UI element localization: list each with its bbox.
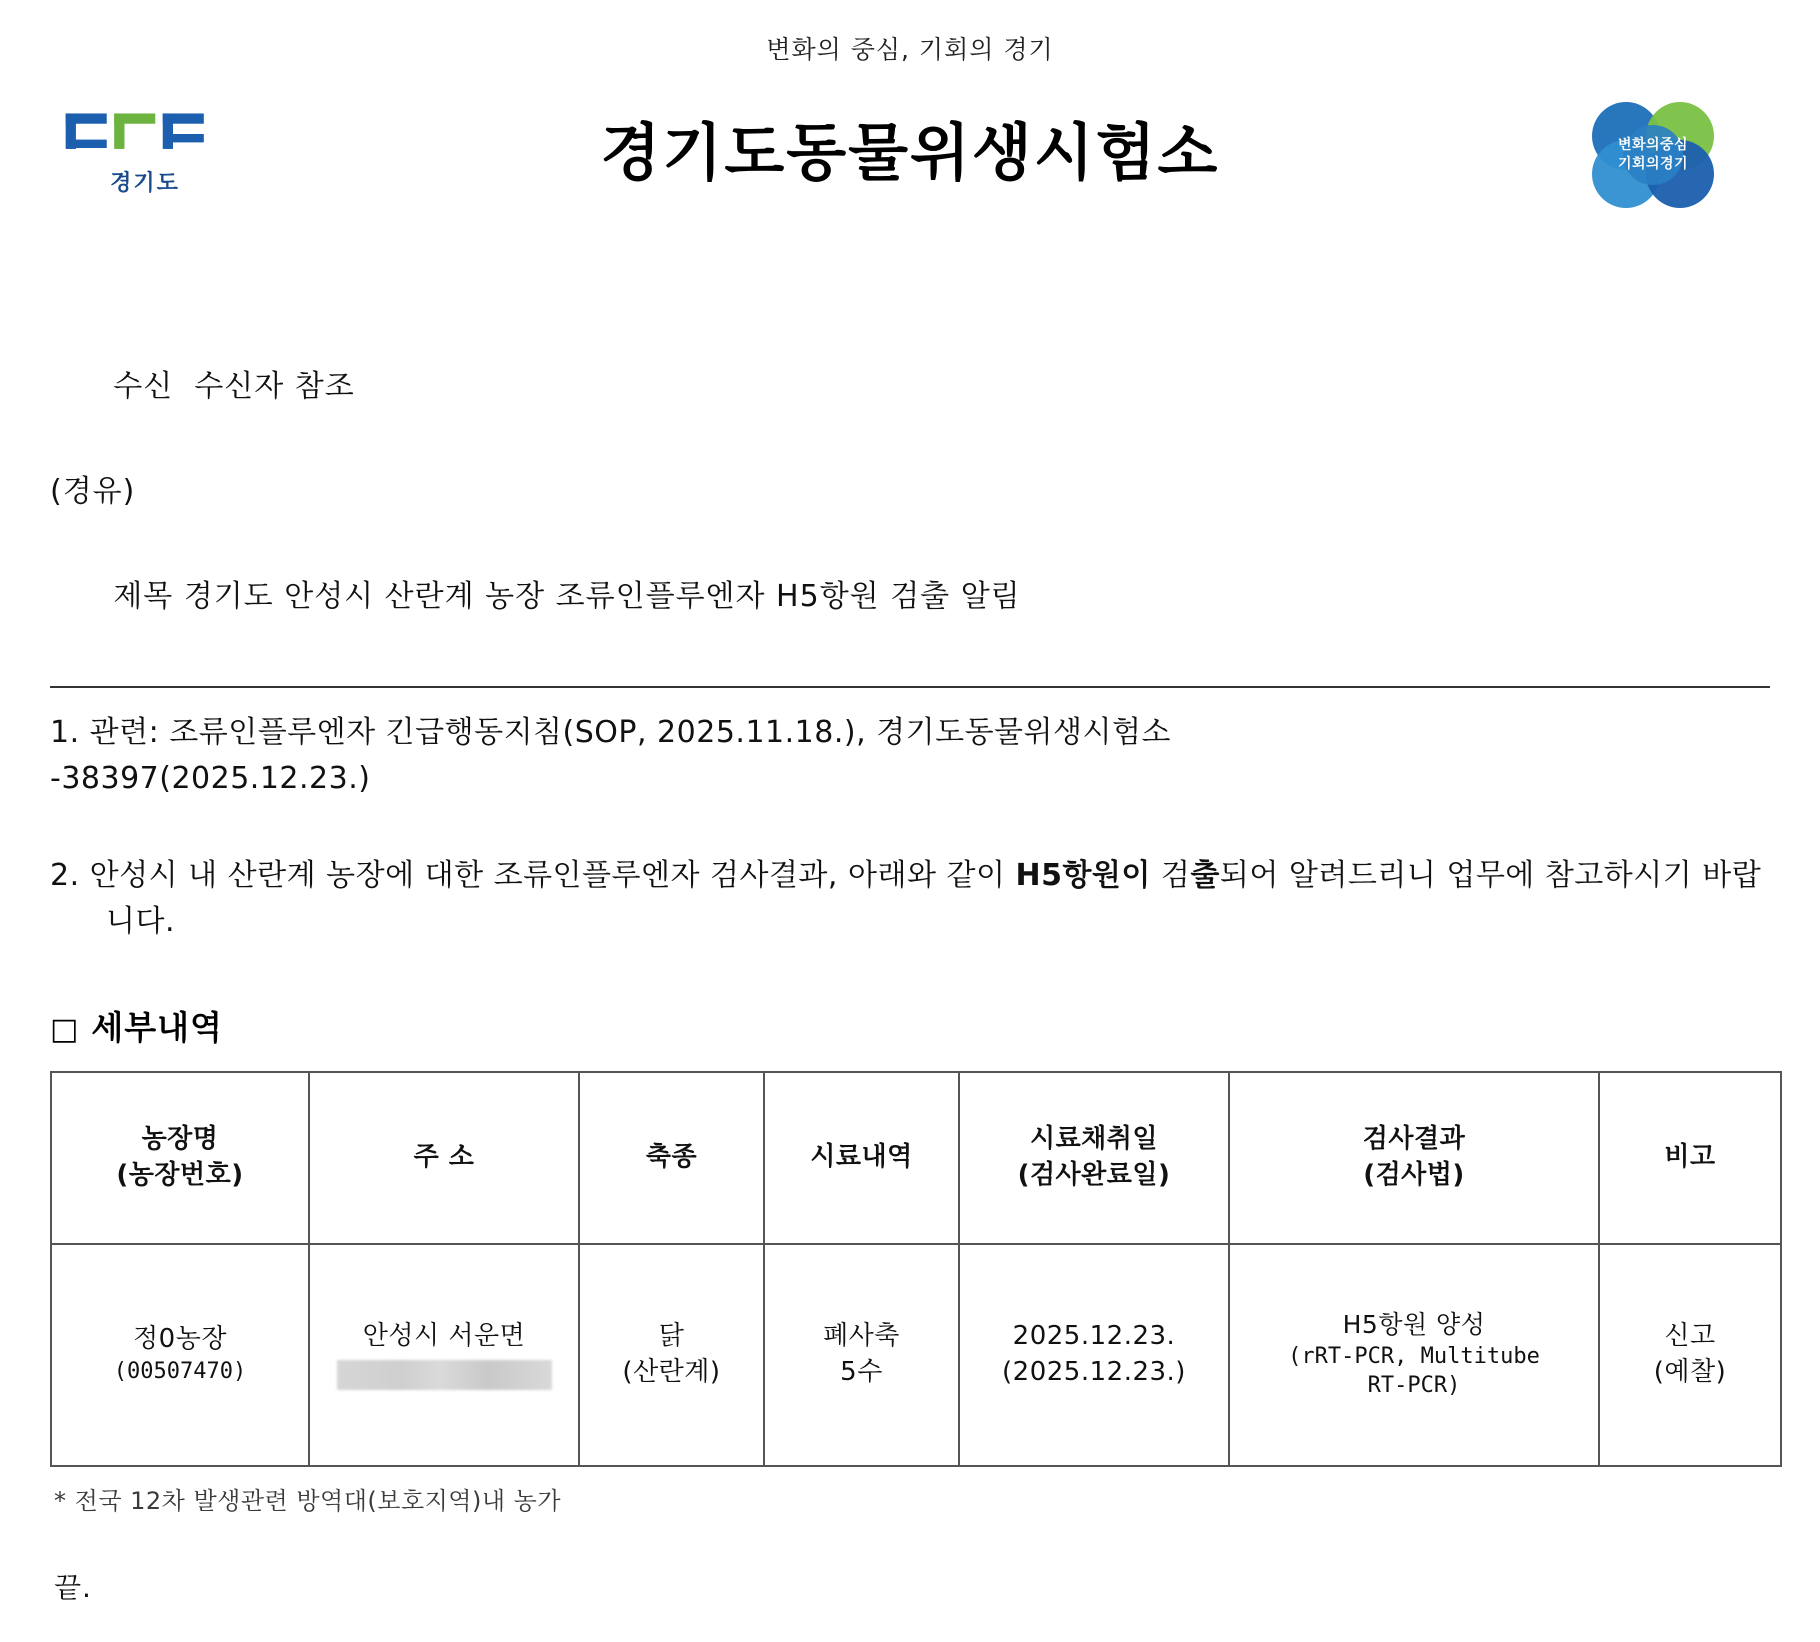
subject-value: 경기도 안성시 산란계 농장 조류인플루엔자 H5항원 검출 알림 <box>183 578 1021 614</box>
cell-sample <box>764 1244 959 1466</box>
section-detail-heading <box>50 1002 1770 1049</box>
cell-collection-date <box>959 1244 1229 1466</box>
item2-text-c: 출 <box>1190 857 1220 893</box>
cell-farm-name <box>51 1244 309 1466</box>
cell-farm-name-text: 정0농장 <box>133 1324 227 1355</box>
cell-test-result-line3: RT-PCR) <box>1367 1373 1461 1399</box>
cell-address <box>309 1244 579 1466</box>
column-header-test-result-line2: (검사법) <box>1363 1159 1465 1190</box>
table-header-row <box>51 1072 1781 1244</box>
cell-test-result-line1: H5항원 양성 <box>1342 1309 1486 1339</box>
paragraph-item-2 <box>50 853 1770 946</box>
column-header-collection-date-line1: 시료채취일 <box>1029 1124 1159 1155</box>
document-body <box>22 710 1798 1606</box>
item2-text-d: 되어 알려드리니 업무에 참고하시기 바랍니다. <box>106 857 1762 939</box>
province-logo-caption: 경기도 <box>110 171 180 196</box>
item2-text-b: 검 <box>1150 857 1191 893</box>
cell-collected-date: 2025.12.23. <box>1012 1321 1176 1352</box>
item2-highlight: H5항원이 <box>1015 857 1151 893</box>
detail-table <box>50 1071 1782 1467</box>
recipient-value: 수신자 참조 <box>194 368 355 404</box>
cell-sample-line2: 5수 <box>840 1356 883 1387</box>
column-header-collection-date <box>959 1072 1229 1244</box>
column-header-species <box>579 1072 764 1244</box>
province-logo-icon <box>50 106 240 162</box>
cell-farm-number: (00507470) <box>113 1359 247 1385</box>
gyeonggi-emblem <box>1568 96 1738 214</box>
column-header-test-result-line1: 검사결과 <box>1362 1124 1466 1155</box>
table-footnote: * 전국 12차 발생관련 방역대(보호지역)내 농가 <box>54 1486 562 1515</box>
column-header-farm-name-line1: 농장명 <box>141 1124 219 1155</box>
cell-sample-line1: 폐사축 <box>823 1321 900 1352</box>
cell-note <box>1599 1244 1781 1466</box>
column-header-species-line1: 축종 <box>645 1141 698 1172</box>
column-header-address <box>309 1072 579 1244</box>
document-end-mark: 끝. <box>54 1570 92 1604</box>
redacted-address-block <box>337 1360 552 1390</box>
column-header-test-result <box>1229 1072 1599 1244</box>
subject-label: 제목 <box>113 578 174 614</box>
recipient-line <box>50 308 1798 466</box>
cell-test-result-line2: (rRT-PCR, Multitube <box>1288 1343 1540 1369</box>
item2-text-a: 2. 안성시 내 산란계 농장에 대한 조류인플루엔자 검사결과, 아래와 같이 <box>50 857 1016 893</box>
paragraph-item-1-line-2: -38397(2025.12.23.) <box>50 761 371 796</box>
gyeonggi-province-logo <box>50 106 240 197</box>
column-header-note <box>1599 1072 1781 1244</box>
via-line: (경유) <box>50 473 136 509</box>
subject-line <box>50 518 1798 676</box>
column-header-farm-name <box>51 1072 309 1244</box>
table-row <box>51 1244 1781 1466</box>
cell-species-line2: (산란계) <box>622 1356 721 1387</box>
recipient-label: 수신 <box>113 368 174 404</box>
page-title: 경기도동물위생시험소 <box>600 116 1220 189</box>
header-slogan: 변화의 중심, 기회의 경기 <box>766 35 1054 64</box>
column-header-note-line1: 비고 <box>1664 1141 1716 1172</box>
section-detail-title: 세부내역 <box>91 1007 223 1047</box>
column-header-collection-date-line2: (검사완료일) <box>1017 1159 1171 1190</box>
emblem-line-2: 기회의경기 <box>1617 155 1689 172</box>
address-block <box>22 308 1798 676</box>
column-header-sample <box>764 1072 959 1244</box>
header-divider <box>50 686 1770 688</box>
cell-note-line1: 신고 <box>1664 1321 1716 1352</box>
cell-species-line1: 닭 <box>658 1321 685 1352</box>
column-header-address-line1: 주 소 <box>413 1141 475 1172</box>
cell-test-result <box>1229 1244 1599 1466</box>
paragraph-item-1 <box>50 710 1770 803</box>
emblem-line-1: 변화의중심 <box>1617 137 1689 153</box>
cell-completed-date: (2025.12.23.) <box>1002 1356 1186 1387</box>
cell-species <box>579 1244 764 1466</box>
paragraph-item-2-text <box>50 853 1770 946</box>
cell-address-text: 안성시 서운면 <box>362 1320 526 1351</box>
paragraph-item-1-line-1: 1. 관련: 조류인플루엔자 긴급행동지침(SOP, 2025.11.18.), 경기도동물위생시험소 <box>50 714 1171 750</box>
column-header-farm-name-line2: (농장번호) <box>116 1159 244 1190</box>
column-header-sample-line1: 시료내역 <box>810 1141 913 1172</box>
emblem-icon <box>1568 96 1738 214</box>
document-header <box>22 88 1798 248</box>
checkbox-icon: □ <box>50 1011 80 1047</box>
cell-note-line2: (예찰) <box>1653 1356 1727 1387</box>
